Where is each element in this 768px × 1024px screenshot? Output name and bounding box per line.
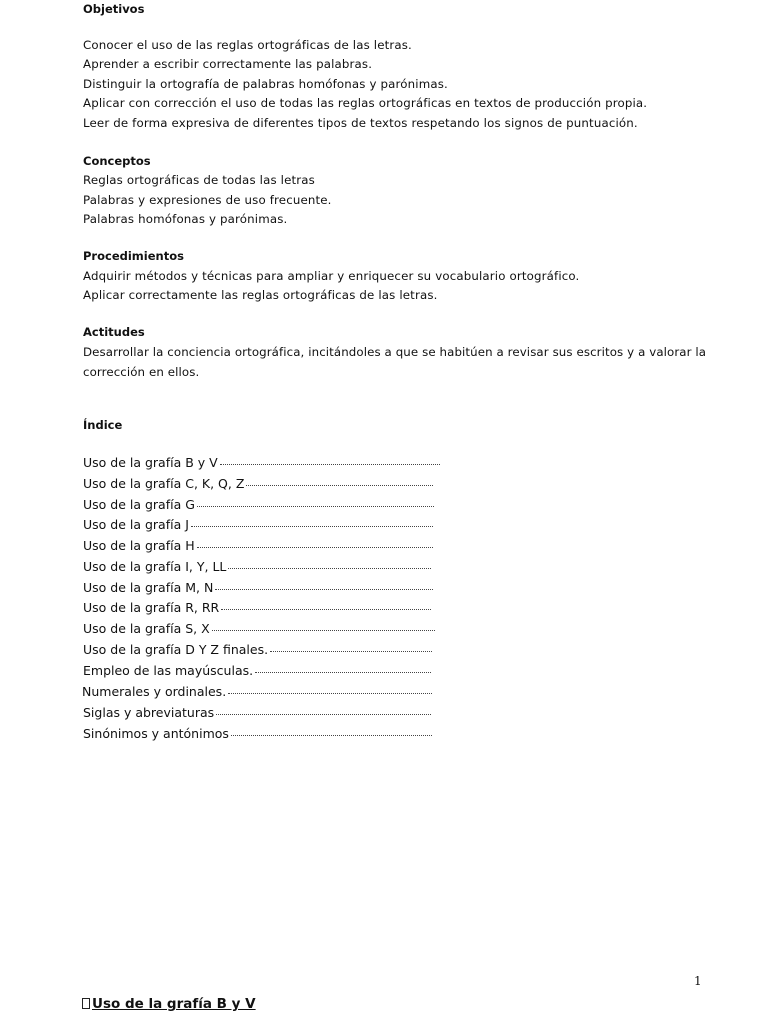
concepto-item: Palabras y expresiones de uso frecuente. xyxy=(83,193,332,207)
toc-leader-dots xyxy=(270,650,432,652)
toc-item-label: Uso de la grafía D Y Z finales. xyxy=(83,642,269,657)
procedimiento-item: Aplicar correctamente las reglas ortográficas de las letras. xyxy=(83,288,438,302)
toc-leader-dots xyxy=(197,546,433,548)
toc-item-label: Uso de la grafía G xyxy=(83,497,195,512)
toc-item xyxy=(83,663,431,678)
concepto-item: Reglas ortográficas de todas las letras xyxy=(83,173,315,187)
toc-item-label: Uso de la grafía M, N xyxy=(83,580,214,595)
toc-leader-dots xyxy=(228,692,432,694)
objetivo-item: Aprender a escribir correctamente las palabras. xyxy=(83,57,373,71)
toc-item-label: Numerales y ordinales. xyxy=(82,684,227,699)
toc-leader-dots xyxy=(212,629,435,631)
next-section-heading xyxy=(82,996,256,1012)
objetivos-heading: Objetivos xyxy=(83,2,145,16)
toc-leader-dots xyxy=(231,734,432,736)
missing-glyph-icon xyxy=(82,998,90,1009)
toc-leader-dots xyxy=(228,567,431,569)
toc-item xyxy=(83,705,431,720)
toc-item xyxy=(83,621,435,636)
procedimiento-item: Adquirir métodos y técnicas para ampliar y enriquecer su vocabulario ortográfico. xyxy=(83,269,580,283)
procedimientos-heading: Procedimientos xyxy=(83,249,184,263)
conceptos-heading: Conceptos xyxy=(83,154,151,168)
toc-item xyxy=(83,455,440,470)
toc-item-label: Siglas y abreviaturas xyxy=(83,705,215,720)
toc-item-label: Empleo de las mayúsculas. xyxy=(83,663,254,678)
concepto-item: Palabras homófonas y parónimas. xyxy=(83,212,288,226)
toc-item xyxy=(83,497,434,512)
toc-item xyxy=(83,559,431,574)
objetivo-item: Leer de forma expresiva de diferentes tipos de textos respetando los signos de puntuación. xyxy=(83,116,638,130)
toc-item-label: Uso de la grafía J xyxy=(83,517,189,532)
actitudes-text: Desarrollar la conciencia ortográfica, incitándoles a que se habitúen a revisar sus escritos y a valorar la corrección en ellos. xyxy=(83,345,707,379)
objetivo-item: Aplicar con corrección el uso de todas las reglas ortográficas en textos de producción propia. xyxy=(83,96,648,110)
toc-item-label: Uso de la grafía H xyxy=(83,538,195,553)
toc-item xyxy=(83,476,433,491)
toc-item xyxy=(83,580,433,595)
toc-item-label: Uso de la grafía C, K, Q, Z xyxy=(83,476,245,491)
objetivo-item: Distinguir la ortografía de palabras homófonas y parónimas. xyxy=(83,77,448,91)
toc-item xyxy=(83,600,431,615)
objetivo-item: Conocer el uso de las reglas ortográficas de las letras. xyxy=(83,38,412,52)
toc-leader-dots xyxy=(216,713,431,715)
toc-leader-dots xyxy=(215,588,433,590)
toc-item-label: Uso de la grafía I, Y, LL xyxy=(83,559,227,574)
toc-item-label: Uso de la grafía S, X xyxy=(83,621,210,636)
page-number: 1 xyxy=(694,974,702,988)
toc-item-label: Uso de la grafía B y V xyxy=(83,455,218,470)
toc-item-label: Sinónimos y antónimos xyxy=(83,726,229,741)
toc-item xyxy=(83,642,432,657)
toc-leader-dots xyxy=(197,505,434,507)
indice-heading: Índice xyxy=(83,418,123,432)
toc-item-label: Uso de la grafía R, RR xyxy=(83,600,220,615)
toc-item xyxy=(83,517,433,532)
toc-leader-dots xyxy=(246,484,433,486)
toc-leader-dots xyxy=(191,525,433,527)
toc-leader-dots xyxy=(221,608,431,610)
actitudes-heading: Actitudes xyxy=(83,325,145,339)
next-section-title: Uso de la grafía B y V xyxy=(92,996,256,1012)
toc-leader-dots xyxy=(220,463,440,465)
toc-item xyxy=(82,684,432,699)
toc-item xyxy=(83,726,432,741)
toc-leader-dots xyxy=(255,671,431,673)
toc-item xyxy=(83,538,433,553)
